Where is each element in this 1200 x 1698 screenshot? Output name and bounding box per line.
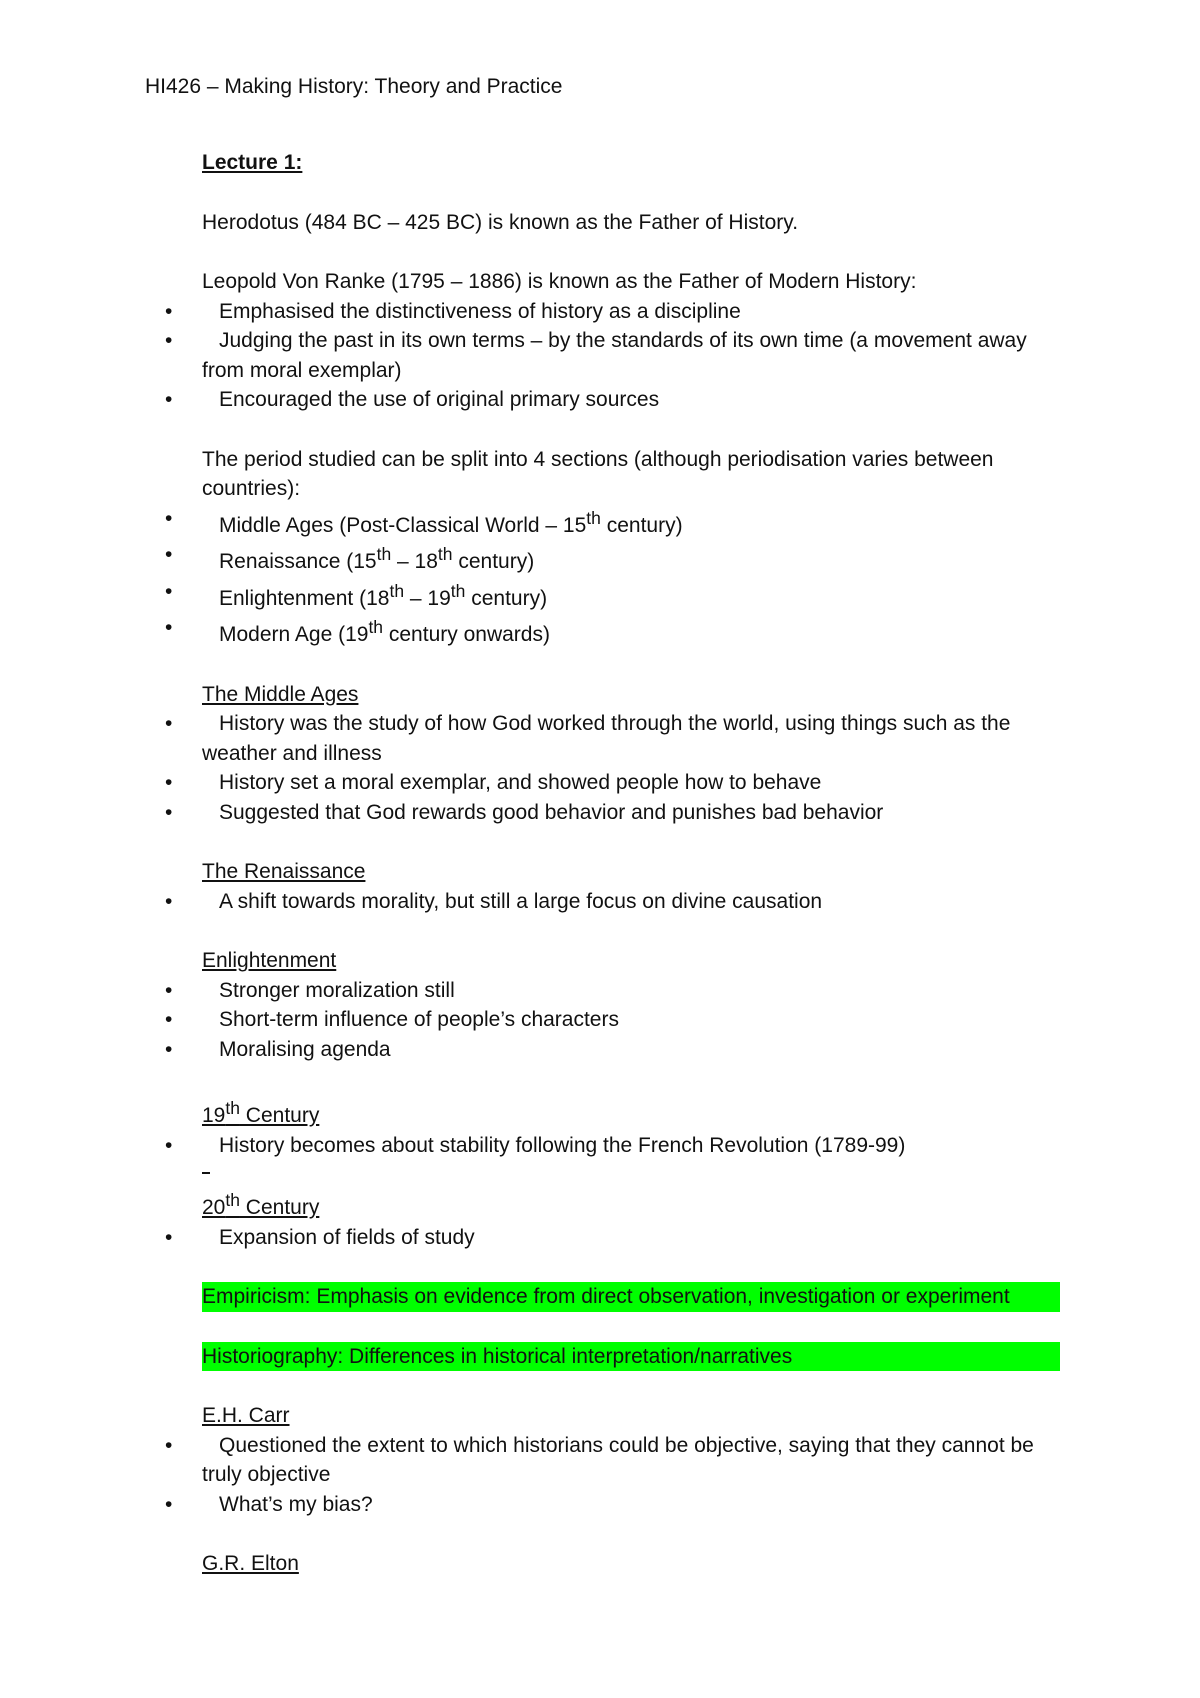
bullet-icon: • [165,771,173,794]
bullet-icon: • [165,1037,173,1061]
list-item: • Encouraged the use of original primary sources [202,385,1062,415]
list-item: • What’s my bias? [202,1490,1062,1520]
period-list [165,504,1062,650]
historiography-definition: Historiography: Differences in historical interpretation/narratives [202,1342,1060,1372]
bullet-icon: • [165,712,173,735]
bullet-icon: • [165,1225,173,1249]
document-body [165,148,1062,1579]
list-item: • Short-term influence of people’s characters [202,1005,1062,1035]
list-item: • Emphasised the distinctiveness of history as a discipline [202,297,1062,327]
empiricism-definition: Empiricism: Emphasis on evidence from direct observation, investigation or experiment [202,1282,1060,1312]
list-item: • Moralising agenda [202,1035,1062,1065]
list-item: • Middle Ages (Post-Classical World – 15th century) [202,504,1062,541]
bullet-icon: • [165,1492,173,1516]
divider [202,1160,1062,1186]
list-item: • A shift towards morality, but still a large focus on divine causation [202,887,1062,917]
document-header: HI426 – Making History: Theory and Practice [145,75,563,98]
list-item: • Questioned the extent to which historians could be objective, saying that they cannot be truly objective [202,1431,1062,1490]
lecture-heading: Lecture 1: [202,151,303,174]
elton-heading: G.R. Elton [202,1552,299,1575]
herodotus-paragraph: Herodotus (484 BC – 425 BC) is known as the Father of History. [202,210,799,234]
list-item: • History set a moral exemplar, and showed people how to behave [202,768,1062,798]
list-item: • Enlightenment (18th – 19th century) [202,577,1062,614]
enlightenment-heading: Enlightenment [202,949,337,972]
bullet-icon: • [165,889,173,913]
bullet-icon: • [165,800,173,824]
carr-heading: E.H. Carr [202,1404,290,1427]
bullet-icon: • [165,506,173,530]
bullet-icon: • [165,978,173,1002]
period-paragraph: The period studied can be split into 4 sections (although periodisation varies between countries): [202,447,994,500]
bullet-icon: • [165,329,173,352]
ranke-paragraph: Leopold Von Ranke (1795 – 1886) is known as the Father of Modern History: [202,270,917,293]
list-item: • Suggested that God rewards good behavior and punishes bad behavior [202,798,1062,828]
list-item: • Stronger moralization still [202,976,1062,1006]
list-item: • Expansion of fields of study [202,1223,1062,1253]
ranke-list [165,297,1062,415]
bullet-icon: • [165,579,173,603]
c19-heading: 19th Century [202,1098,320,1127]
bullet-icon: • [165,299,173,323]
middle-ages-heading: The Middle Ages [202,682,359,706]
c20-heading: 20th Century [202,1190,320,1219]
list-item: • Renaissance (15th – 18th century) [202,540,1062,577]
renaissance-heading: The Renaissance [202,860,366,883]
bullet-icon: • [165,1433,173,1457]
bullet-icon: • [165,1008,173,1031]
list-item: • History was the study of how God worked through the world, using things such as the weather and illness [202,709,1062,768]
bullet-icon: • [165,543,173,566]
list-item: • Modern Age (19th century onwards) [202,613,1062,650]
bullet-icon: • [165,1133,173,1157]
bullet-icon: • [165,616,173,639]
list-item: • Judging the past in its own terms – by the standards of its own time (a movement away from moral exemplar) [202,326,1062,385]
list-item: • History becomes about stability following the French Revolution (1789-99) [202,1131,1062,1161]
bullet-icon: • [165,388,173,411]
